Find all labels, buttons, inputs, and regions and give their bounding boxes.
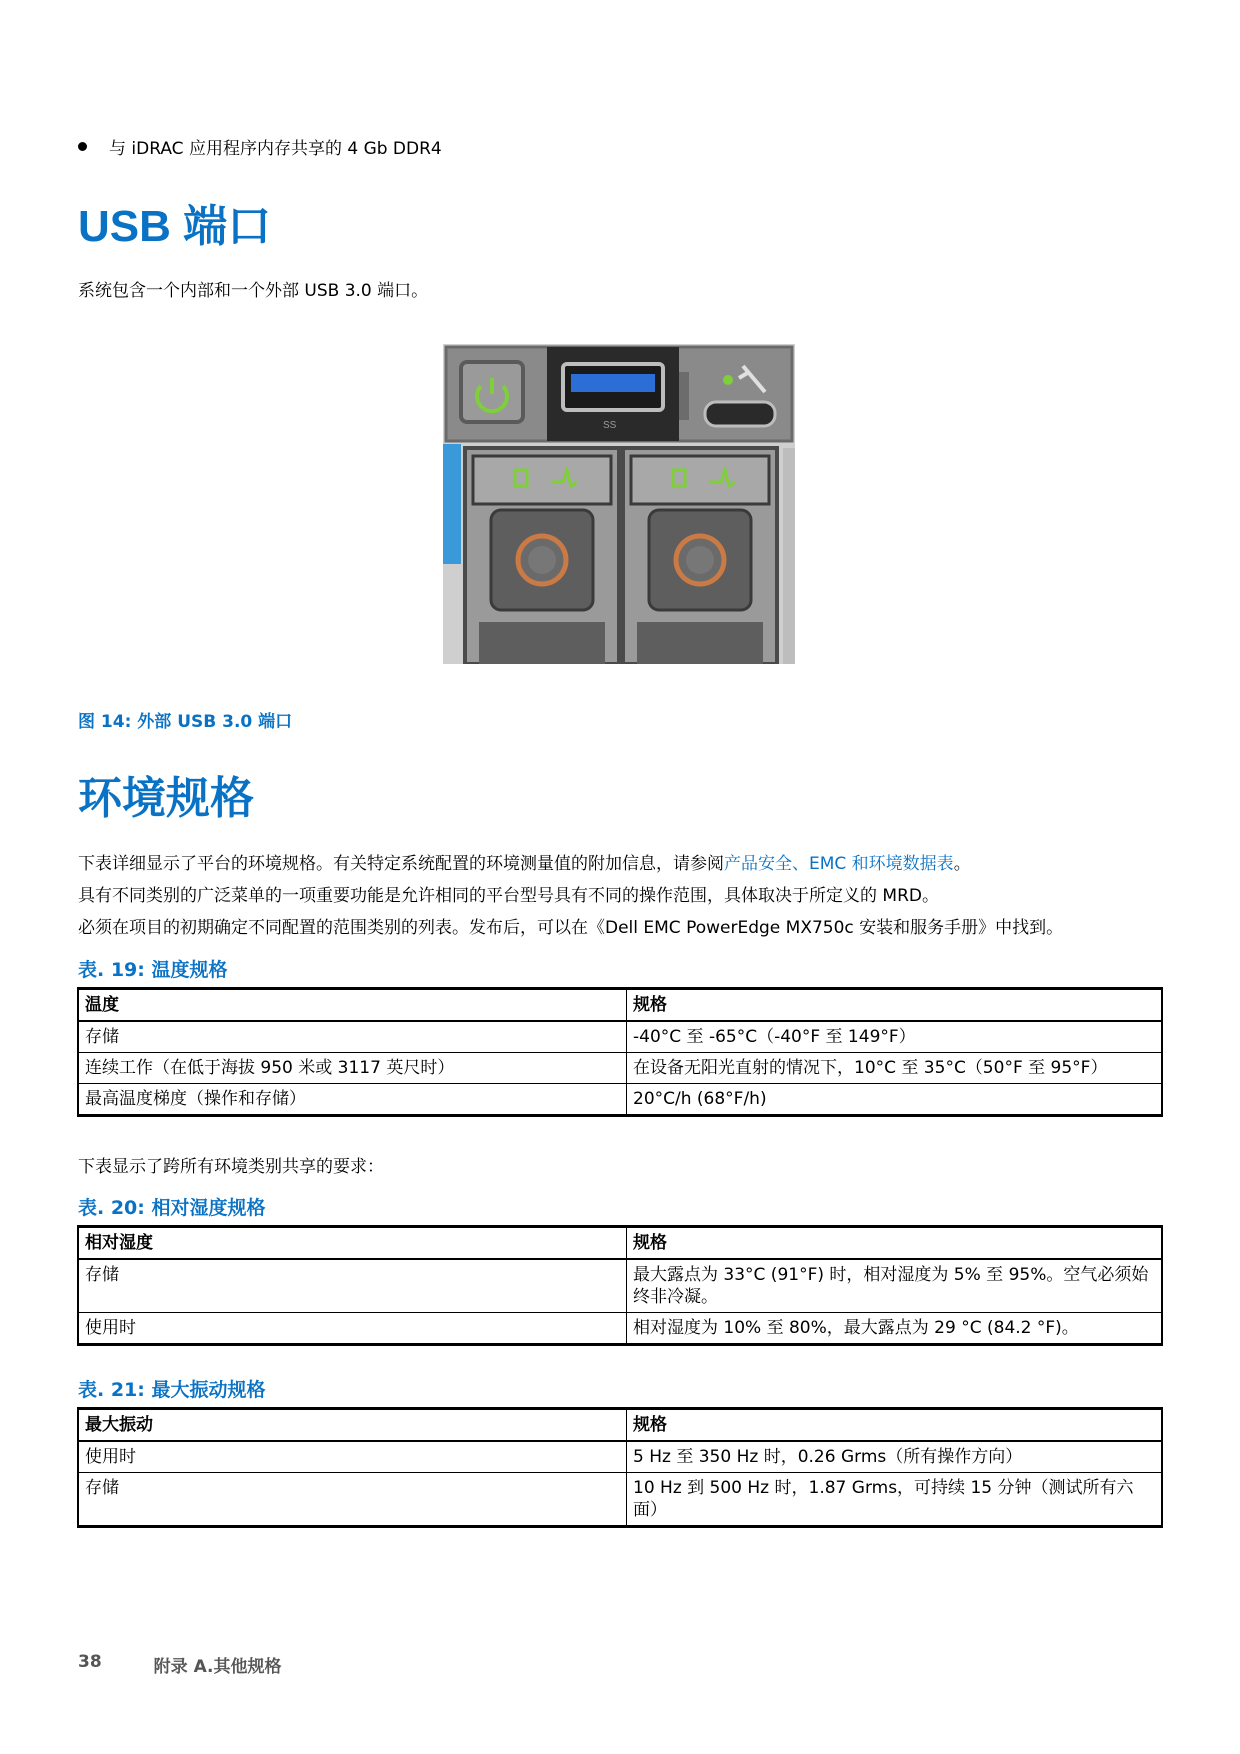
table-cell: 存储 [78,1021,627,1053]
column-header: 规格 [627,989,1163,1022]
intro-text-end: 。 [953,854,971,874]
usb-c-port [705,402,775,426]
svg-text:SS: SS [603,420,617,431]
intro-text: 下表详细显示了平台的环境规格。有关特定系统配置的环境测量值的附加信息，请参阅 [78,854,724,874]
table-cell: 使用时 [78,1441,627,1473]
footer-section-title: 附录 A.其他规格 [153,1657,282,1677]
memory-bullet [78,134,442,159]
shared-requirements-note: 下表显示了跨所有环境类别共享的要求： [78,1157,384,1177]
column-header: 规格 [627,1409,1163,1442]
page-footer [78,1652,282,1677]
temperature-table [77,987,1163,1117]
table-row [78,1441,1162,1473]
table-header [78,1227,1162,1260]
table-row [78,1259,1162,1313]
table-cell: 20°C/h (68°F/h) [627,1084,1163,1116]
column-header: 最大振动 [78,1409,627,1442]
table19-caption: 表. 19: 温度规格 [78,959,228,981]
table-cell: 存储 [78,1259,627,1313]
table-cell: 10 Hz 到 500 Hz 时，1.87 Grms，可持续 15 分钟（测试所有六面） [627,1473,1163,1527]
power-icon [461,362,523,422]
table-cell: 最大露点为 33°C (91°F) 时，相对湿度为 5% 至 95%。空气必须始终非冷凝。 [627,1259,1163,1313]
table-row [78,1084,1162,1116]
column-header: 规格 [627,1227,1163,1260]
memory-bullet-text: 与 iDRAC 应用程序内存共享的 4 Gb DDR4 [109,139,442,159]
intro-line-3: 必须在项目的初期确定不同配置的范围类别的列表。发布后，可以在《Dell EMC PowerEdge MX750c 安装和服务手册》中找到。 [78,918,1064,938]
usb-port-photo [443,344,795,664]
page-number: 38 [78,1652,102,1672]
humidity-table [77,1225,1163,1346]
table-row [78,1053,1162,1084]
table-row [78,1021,1162,1053]
bullet-icon [78,142,87,151]
table-cell: 连续工作（在低于海拔 950 米或 3117 英尺时） [78,1053,627,1084]
table-cell: 最高温度梯度（操作和存储） [78,1084,627,1116]
safety-datasheet-link[interactable]: 产品安全、EMC 和环境数据表 [724,854,954,874]
usb-port [547,347,679,441]
vibration-table [77,1407,1163,1528]
environment-intro [78,848,1178,944]
intro-line-1 [78,848,1178,880]
table-row [78,1313,1162,1345]
table-header [78,1409,1162,1442]
table-cell: -40°C 至 -65°C（-40°F 至 149°F） [627,1021,1163,1053]
table20-caption: 表. 20: 相对湿度规格 [78,1197,266,1219]
drive-bay-right [623,448,777,664]
column-header: 温度 [78,989,627,1022]
table-header [78,989,1162,1022]
drive-bay-left [465,448,619,664]
usb-heading: USB 端口 [78,202,272,251]
environment-heading: 环境规格 [78,774,254,823]
table-cell: 5 Hz 至 350 Hz 时，0.26 Grms（所有操作方向） [627,1441,1163,1473]
table-row [78,1473,1162,1527]
table-cell: 存储 [78,1473,627,1527]
figure-caption: 图 14: 外部 USB 3.0 端口 [78,712,293,732]
table-cell: 在设备无阳光直射的情况下，10°C 至 35°C（50°F 至 95°F） [627,1053,1163,1084]
status-led-icon [723,375,733,385]
usb-description: 系统包含一个内部和一个外部 USB 3.0 端口。 [78,281,429,301]
table-cell: 相对湿度为 10% 至 80%，最大露点为 29 °C (84.2 °F)。 [627,1313,1163,1345]
column-header: 相对湿度 [78,1227,627,1260]
intro-line-2: 具有不同类别的广泛菜单的一项重要功能是允许相同的平台型号具有不同的操作范围，具体取决于所定义的 MRD。 [78,886,939,906]
table21-caption: 表. 21: 最大振动规格 [78,1379,266,1401]
table-cell: 使用时 [78,1313,627,1345]
